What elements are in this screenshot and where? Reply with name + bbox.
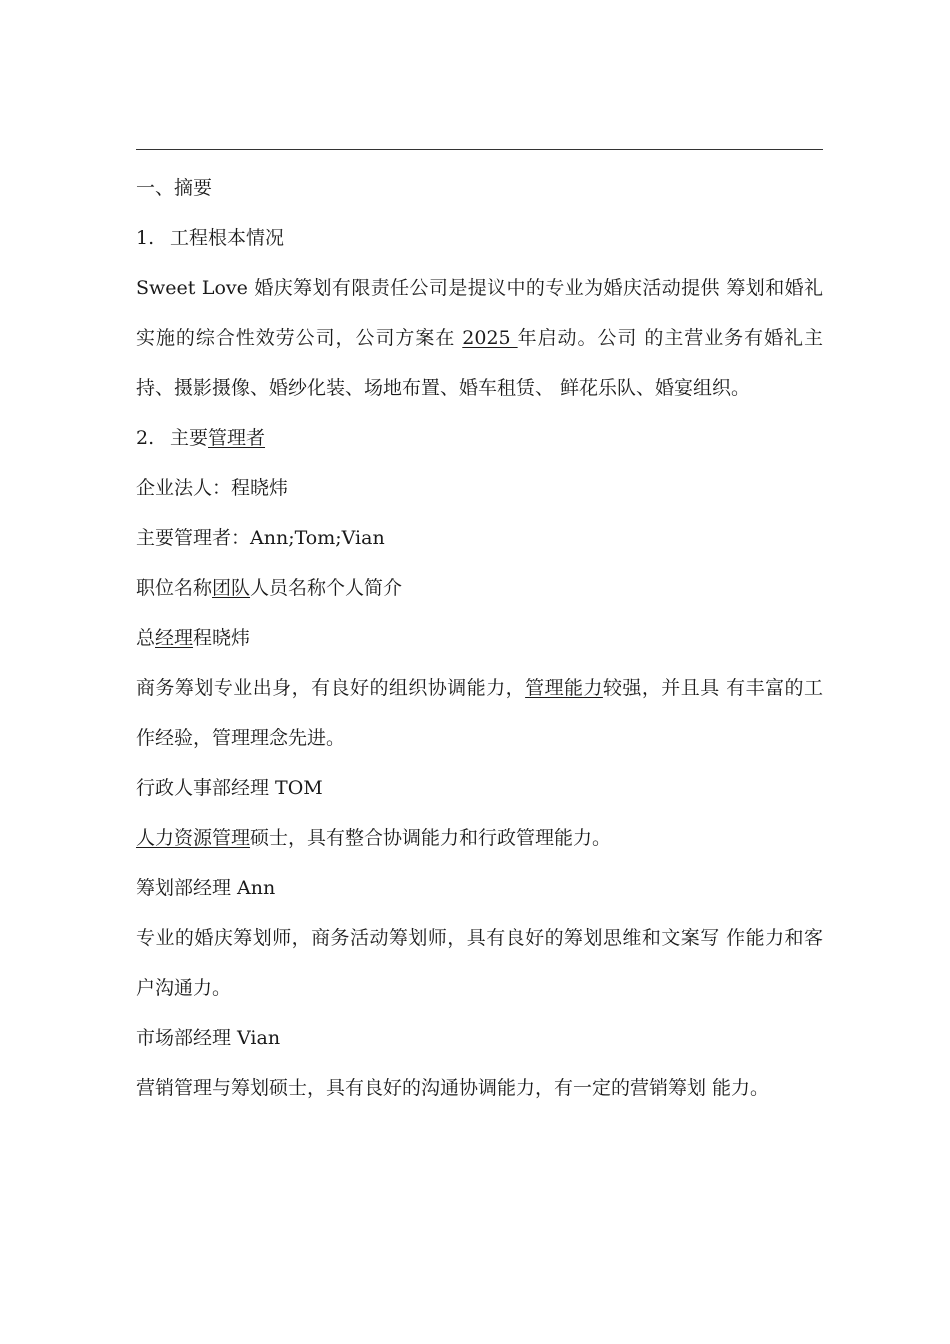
team-header-prefix: 职位名称 — [136, 577, 213, 599]
gm-desc-part2: 较强，并且具 有丰富的工作经验，管理理念先进。 — [136, 677, 823, 749]
main-managers: 主要管理者：Ann;Tom;Vian — [136, 527, 385, 549]
item1-body — [136, 263, 823, 413]
hr-management-link[interactable]: 人力资源管理 — [136, 827, 251, 849]
gm-title-prefix: 总 — [136, 627, 156, 649]
team-table-header — [136, 563, 823, 613]
item1-body-part2: 年启动。公司 的主营业务有婚礼主持、摄影摄像、婚纱化装、场地布置、婚车租赁、 鲜花乐队、婚宴组织。 — [136, 327, 823, 399]
team-header-suffix: 人员名称个人简介 — [250, 577, 403, 599]
gm-desc-part1: 商务筹划专业出身，有良好的组织协调能力， — [136, 677, 526, 699]
gm-title — [136, 613, 823, 663]
item2-heading — [136, 413, 823, 463]
item1-body-part1: Sweet Love 婚庆筹划有限责任公司是提议中的专业为婚庆活动提供 筹划和婚礼实施的综合性效劳公司，公司方案在 — [136, 277, 823, 349]
managers-link[interactable]: 管理者 — [208, 427, 266, 449]
gm-description — [136, 663, 823, 763]
item1-heading — [136, 213, 823, 263]
document-body — [136, 163, 823, 1113]
summary-heading: 一、摘要 — [136, 177, 213, 199]
marketing-title: 市场部经理 Vian — [136, 1027, 281, 1049]
gm-name: 程晓炜 — [193, 627, 251, 649]
planning-description: 专业的婚庆筹划师，商务活动筹划师，具有良好的筹划思维和文案写 作能力和客户沟通力。 — [136, 927, 823, 999]
item2-number: 2. — [136, 427, 155, 449]
hr-desc-rest: 硕士，具有整合协调能力和行政管理能力。 — [250, 827, 612, 849]
header-rule — [136, 149, 823, 150]
planning-title: 筹划部经理 Ann — [136, 877, 276, 899]
item1-title: 工程根本情况 — [170, 227, 285, 249]
item2-title-prefix: 主要 — [170, 427, 209, 449]
hr-description — [136, 813, 823, 863]
manager-link[interactable]: 经理 — [155, 627, 194, 649]
marketing-description: 营销管理与筹划硕士，具有良好的沟通协调能力，有一定的营销筹划 能力。 — [136, 1077, 770, 1099]
item1-number: 1. — [136, 227, 155, 249]
hr-title: 行政人事部经理 TOM — [136, 777, 323, 799]
year-link[interactable]: 2025 — [462, 327, 518, 349]
team-link[interactable]: 团队 — [212, 577, 251, 599]
legal-person: 企业法人：程晓炜 — [136, 477, 289, 499]
management-ability-link[interactable]: 管理能力 — [525, 677, 603, 699]
